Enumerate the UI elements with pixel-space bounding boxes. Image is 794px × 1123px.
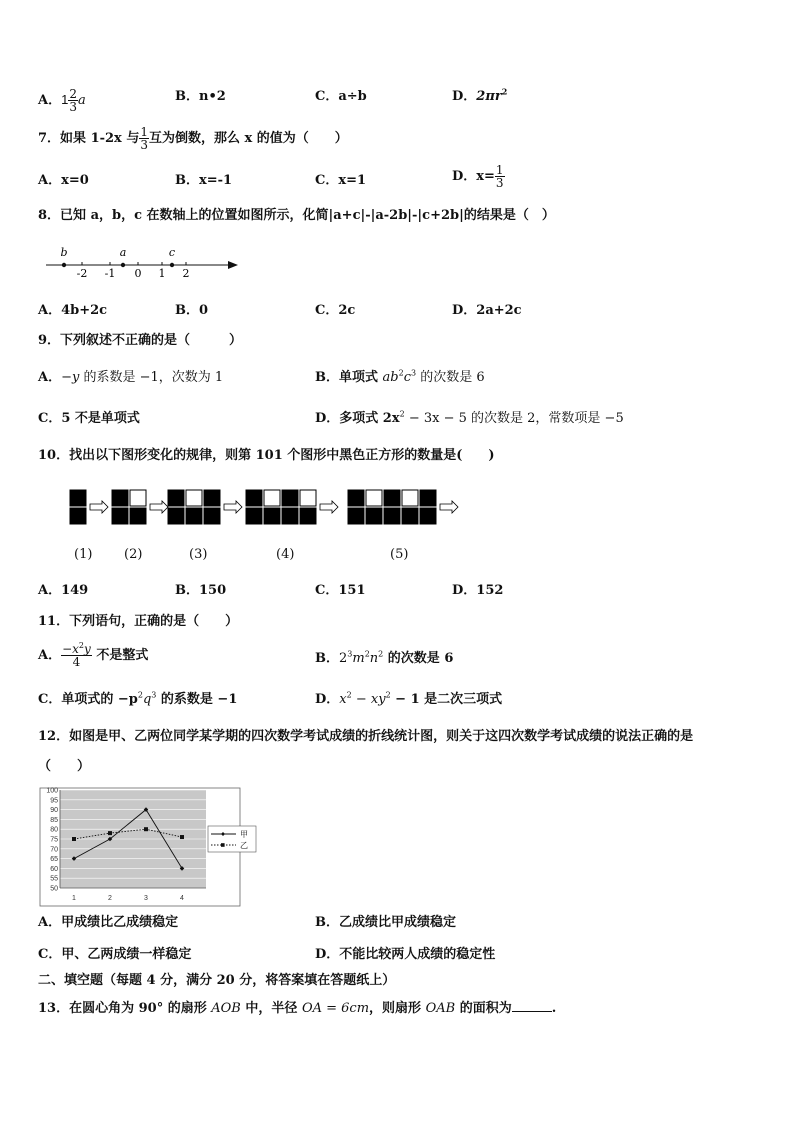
number-line-tick-label: 0 <box>134 267 142 280</box>
black-square <box>420 508 436 524</box>
q9-stem: 9．下列叙述不正确的是（ ） <box>38 333 243 348</box>
x-tick-label: 3 <box>144 895 148 902</box>
y-tick-label: 100 <box>46 787 58 795</box>
q12-stem: 12．如图是甲、乙两位同学某学期的四次数学考试成绩的折线统计图，则关于这四次数学考试成绩的说法正确的是 <box>38 729 694 744</box>
q6-option-c: C．a÷b <box>315 89 367 104</box>
black-square <box>168 508 184 524</box>
q11-option-a: A． $\frac{-x^2y}{4}$ 不是整式 <box>38 641 149 669</box>
black-square <box>282 508 298 524</box>
number-line-tick-label: 1 <box>158 267 166 280</box>
q12-option-c: C．甲、乙两成绩一样稳定 <box>38 947 192 962</box>
white-square <box>300 490 316 506</box>
x-tick-label: 1 <box>72 895 76 902</box>
number-line-tick-label: -2 <box>76 267 88 280</box>
q13-answer-blank[interactable] <box>512 999 552 1012</box>
section2-title: 二、填空题（每题 4 分，满分 20 分，将答案填在答题纸上） <box>38 973 396 988</box>
black-square <box>348 490 364 506</box>
q7-stem: 7．如果 1-2x 与 $\frac{1}{3}$ 互为倒数，那么 x 的值为（ ） <box>38 125 348 152</box>
q10-label-3: (3) <box>189 547 208 562</box>
q10-option-d: D．152 <box>452 583 504 598</box>
q10-label-5: (5) <box>390 547 409 562</box>
black-square <box>384 508 400 524</box>
q11-option-b: B．$2^3m^2n^2$ 的次数是 6 <box>315 649 454 666</box>
black-square <box>246 490 262 506</box>
q8-option-c: C．2c <box>315 303 356 318</box>
black-square <box>70 490 86 506</box>
number-line-point-label: c <box>168 246 176 259</box>
legend-label: 甲 <box>240 830 248 839</box>
q9-option-d: D．多项式 $2x^2 - 3x - 5$ 的次数是 2，常数项是 −5 <box>315 409 624 426</box>
black-square <box>402 508 418 524</box>
black-square <box>204 490 220 506</box>
black-square <box>112 508 128 524</box>
q10-option-a: A．149 <box>38 583 89 598</box>
y-tick-label: 65 <box>50 856 58 864</box>
y-tick-label: 85 <box>50 816 58 824</box>
pattern-arrow <box>320 501 338 513</box>
q8-option-d: D．2a+2c <box>452 303 522 318</box>
number-line-point <box>62 263 66 267</box>
q7-option-a: A．x=0 <box>38 173 89 188</box>
white-square <box>402 490 418 506</box>
x-tick-label: 4 <box>180 895 184 902</box>
q8-number-line <box>44 244 244 280</box>
q10-pattern-figure <box>66 488 466 532</box>
white-square <box>186 490 202 506</box>
series-point-乙 <box>72 837 76 841</box>
q6-option-d: D．$2\pi r^2$ <box>452 86 508 104</box>
q8-stem: 8．已知 a，b，c 在数轴上的位置如图所示，化简|a+c|-|a-2b|-|c+2b|的结果是（ ） <box>38 208 555 223</box>
pattern-arrow <box>150 501 168 513</box>
y-tick-label: 80 <box>50 826 58 834</box>
q7-fraction: $\frac{1}{3}$ <box>140 125 148 152</box>
q8-option-b: B．0 <box>175 303 209 318</box>
black-square <box>282 490 298 506</box>
number-line-tick-label: -1 <box>104 267 116 280</box>
number-line-point <box>121 263 125 267</box>
q10-option-b: B．150 <box>175 583 227 598</box>
q11-fraction: $\frac{-x^2y}{4}$ <box>62 641 91 669</box>
number-line-arrow <box>228 261 238 269</box>
q10-label-2: (2) <box>124 547 143 562</box>
black-square <box>112 490 128 506</box>
number-line-tick-label: 2 <box>182 267 190 280</box>
white-square <box>366 490 382 506</box>
pattern-arrow <box>224 501 242 513</box>
series-point-乙 <box>108 831 112 835</box>
q10-stem: 10．找出以下图形变化的规律，则第 101 个图形中黑色正方形的数量是( ) <box>38 448 495 463</box>
q12-option-b: B．乙成绩比甲成绩稳定 <box>315 915 456 930</box>
q6-fraction: $\frac{2}{3}$ <box>69 87 77 114</box>
q12-option-a: A．甲成绩比乙成绩稳定 <box>38 915 179 930</box>
black-square <box>186 508 202 524</box>
y-tick-label: 75 <box>50 836 58 844</box>
pattern-arrow <box>90 501 108 513</box>
number-line-point-label: b <box>60 246 68 259</box>
white-square <box>264 490 280 506</box>
y-tick-label: 50 <box>50 885 58 893</box>
x-tick-label: 2 <box>108 895 112 902</box>
y-tick-label: 60 <box>50 865 58 873</box>
q13-stem: 13．在圆心角为 90° 的扇形 AOB 中，半径 OA = 6cm，则扇形 OAB 的面积为 . <box>38 1001 557 1016</box>
q12-line-chart <box>36 786 268 908</box>
q6-option-b: B．n•2 <box>175 89 226 104</box>
legend-marker-乙 <box>221 843 225 847</box>
y-tick-label: 95 <box>50 797 58 805</box>
number-line-point <box>170 263 174 267</box>
q8-option-a: A．4b+2c <box>38 303 108 318</box>
black-square <box>264 508 280 524</box>
q11-option-d: D．$x^2 - xy^2 - 1$ 是二次三项式 <box>315 690 503 707</box>
q11-option-c: C．单项式的 $-p^2q^3$ 的系数是 −1 <box>38 690 238 707</box>
white-square <box>130 490 146 506</box>
black-square <box>168 490 184 506</box>
q9-option-c: C．5 不是单项式 <box>38 411 140 426</box>
q12-stem-paren: （ ） <box>38 759 91 774</box>
q7-option-d: D．x= $\frac{1}{3}$ <box>452 163 504 190</box>
legend-box <box>208 826 256 852</box>
q6-option-a: A．1 $\frac{2}{3}$ a <box>38 87 86 114</box>
q9-option-a: A．−y 的系数是 −1，次数为 1 <box>38 370 224 385</box>
y-tick-label: 55 <box>50 875 58 883</box>
black-square <box>348 508 364 524</box>
y-tick-label: 90 <box>50 807 58 815</box>
q10-label-1: (1) <box>74 547 93 562</box>
black-square <box>366 508 382 524</box>
number-line-point-label: a <box>119 246 127 259</box>
black-square <box>300 508 316 524</box>
pattern-arrow <box>440 501 458 513</box>
y-tick-label: 70 <box>50 846 58 854</box>
q10-label-4: (4) <box>276 547 295 562</box>
black-square <box>130 508 146 524</box>
q11-stem: 11．下列语句，正确的是（ ） <box>38 614 239 629</box>
black-square <box>246 508 262 524</box>
q7-d-fraction: $\frac{1}{3}$ <box>495 163 504 190</box>
black-square <box>70 508 86 524</box>
black-square <box>204 508 220 524</box>
black-square <box>420 490 436 506</box>
q10-option-c: C．151 <box>315 583 366 598</box>
q7-option-b: B．x=-1 <box>175 173 233 188</box>
series-point-乙 <box>180 835 184 839</box>
black-square <box>384 490 400 506</box>
q9-option-b: B．单项式 $ab^2c^3$ 的次数是 6 <box>315 368 485 385</box>
q7-option-c: C．x=1 <box>315 173 367 188</box>
series-point-乙 <box>144 827 148 831</box>
q12-option-d: D．不能比较两人成绩的稳定性 <box>315 947 496 962</box>
legend-label: 乙 <box>240 841 248 850</box>
